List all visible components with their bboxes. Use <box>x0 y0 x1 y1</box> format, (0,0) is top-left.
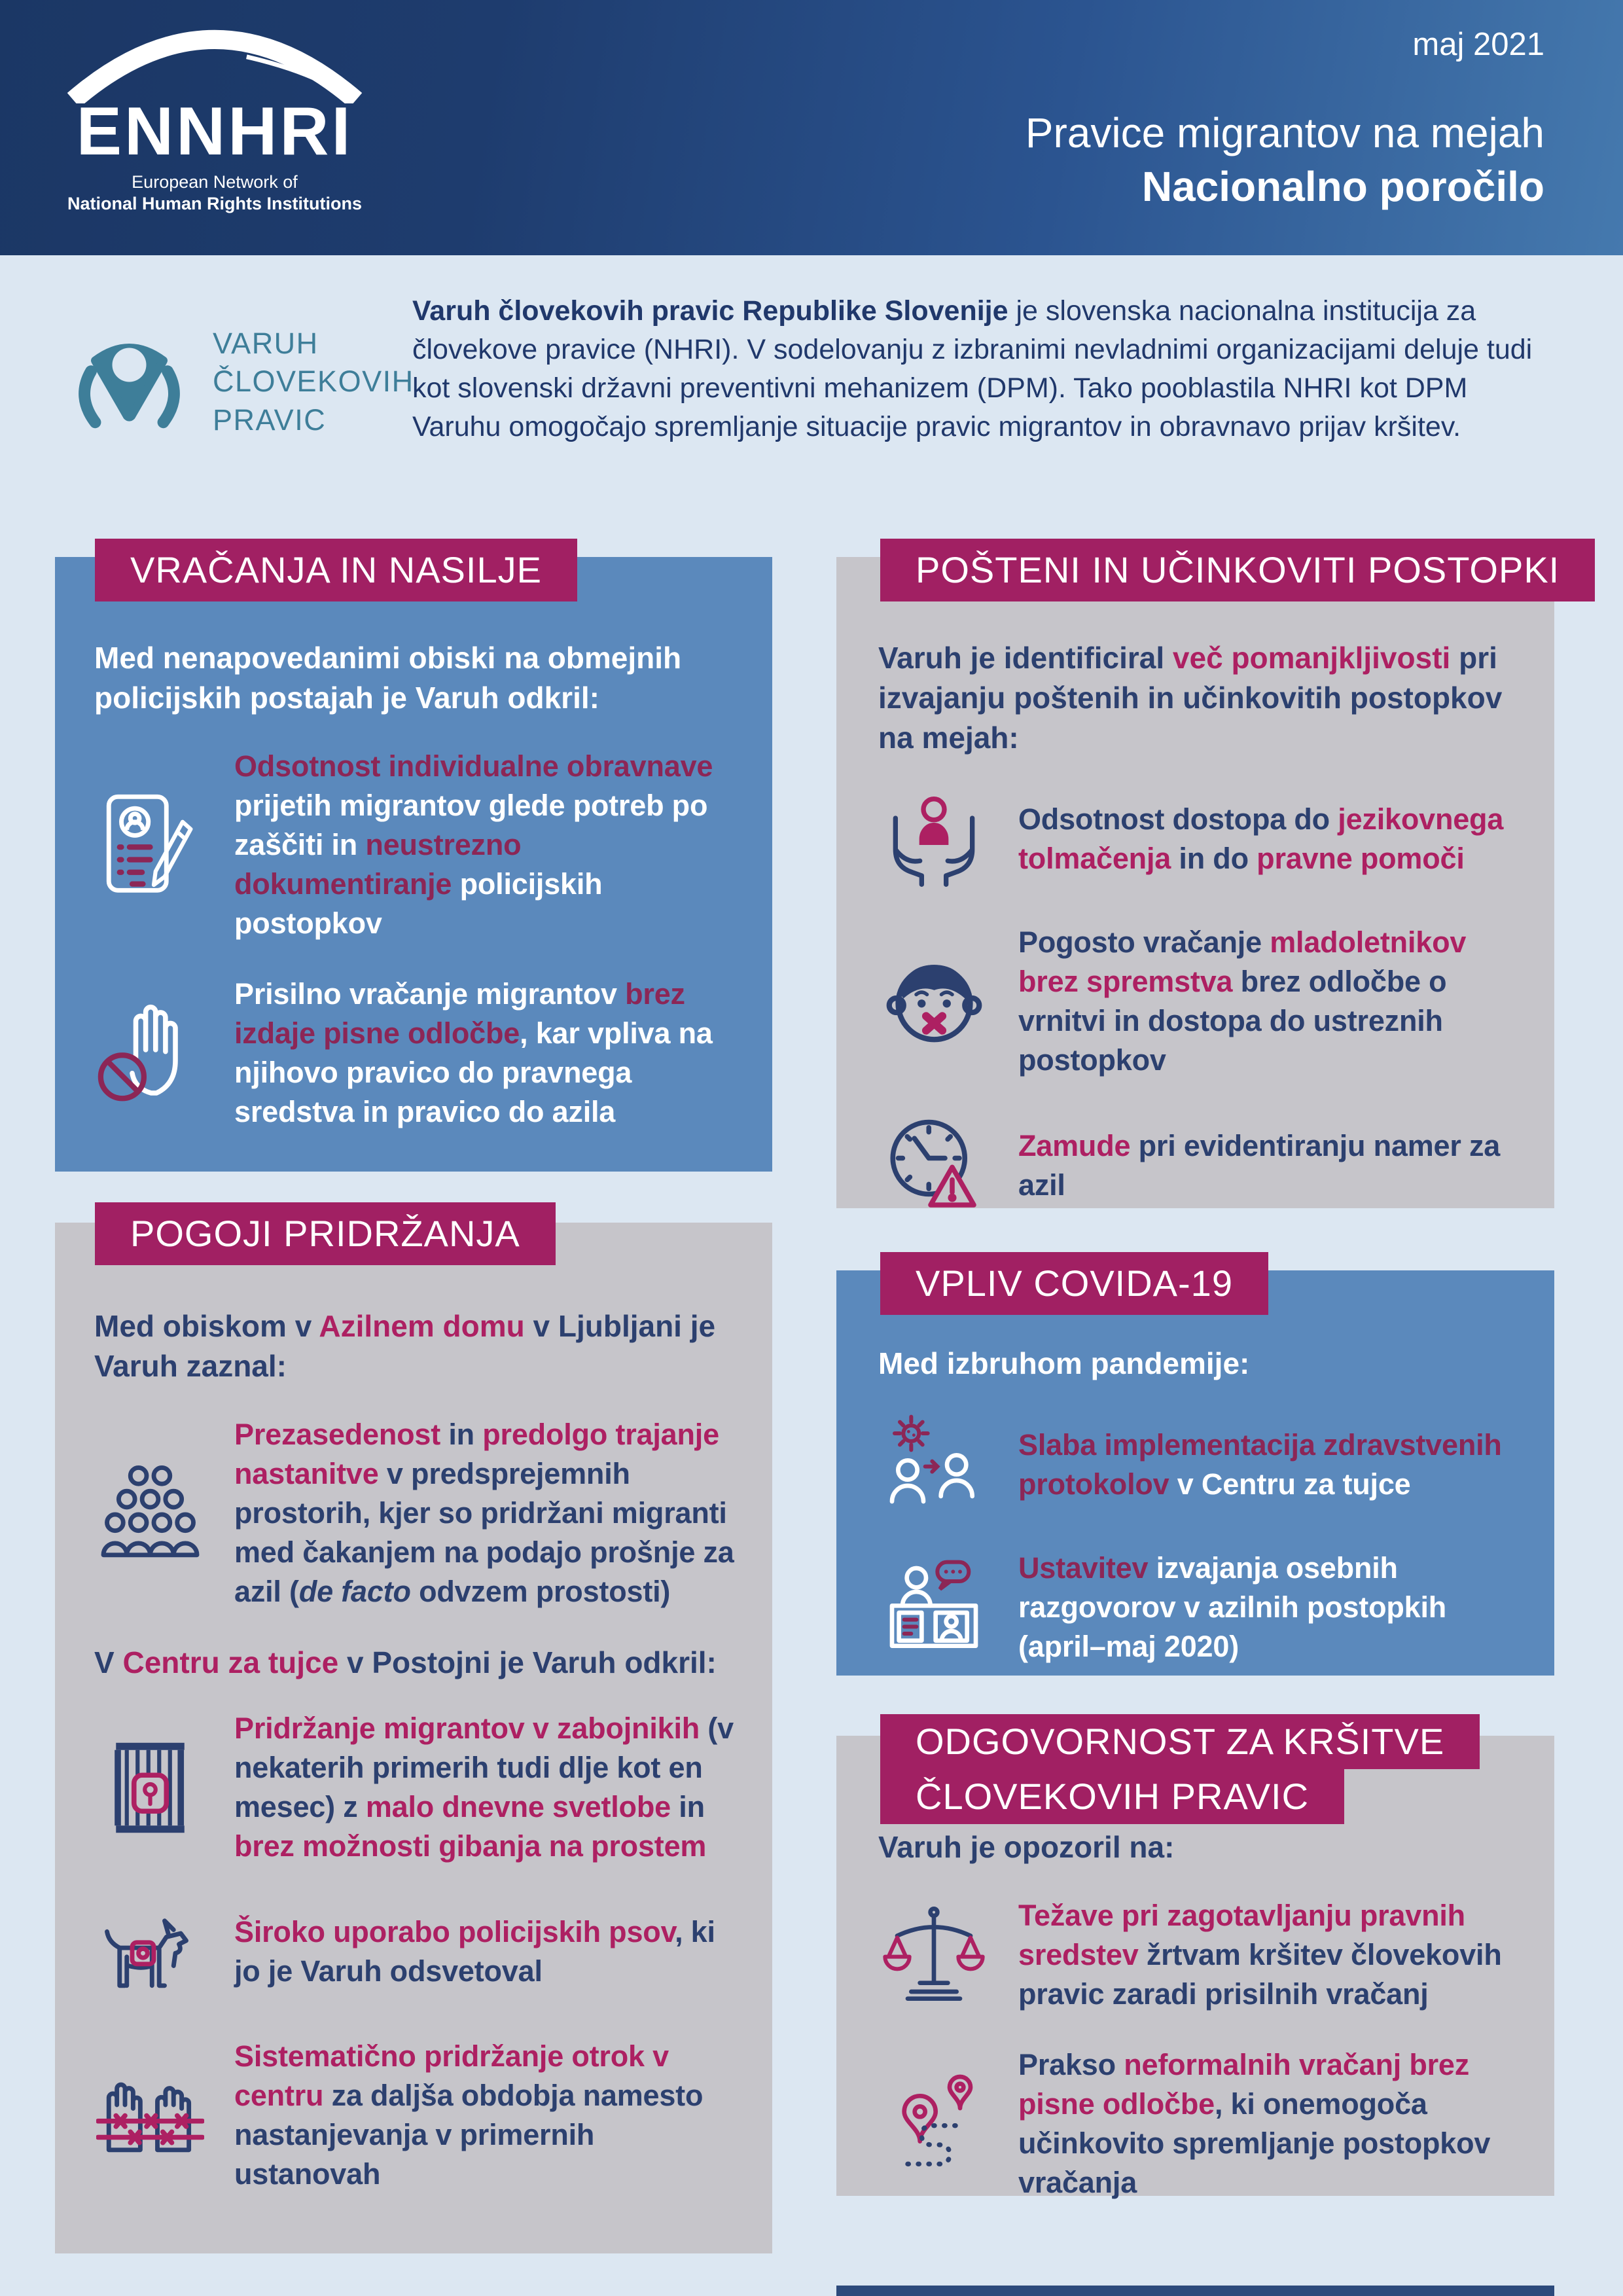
ennhri-subtitle-1: European Network of <box>132 172 298 192</box>
varuh-logo-line1: VARUH <box>213 326 319 360</box>
item-text: Odsotnost dostopa do jezikovnega tolmačenja in do pravne pomoči <box>1018 802 1504 875</box>
section-covid-box <box>836 1270 1554 1676</box>
list-item <box>94 1709 740 1866</box>
section-covid-badge: VPLIV COVIDA-19 <box>880 1252 1268 1315</box>
item-text: Široko uporabo policijskih psov, ki jo je Varuh odsvetoval <box>234 1914 715 1988</box>
item-text: Pridržanje migrantov v zabojnikih (v nekaterih primerih tudi dlje kot en mesec) z malo dnevne svetlobe in brez možnosti gibanja na prostem <box>234 1712 734 1863</box>
silenced-child-icon <box>880 948 988 1056</box>
contagion-icon <box>882 1412 986 1517</box>
section-pogoji-intro: Med obiskom v Azilnem domu v Ljubljani je Varuh zaznal: <box>94 1309 716 1383</box>
section-postopki-intro: Varuh je identificiral več pomanjkljivosti pri izvajanju poštenih in učinkovitih postopkov na mejah: <box>878 641 1503 755</box>
item-text: Prezasedenost in predolgo trajanje nastanitve v predsprejemnih prostorih, kjer so pridržani migranti med čakanjem na podajo prošnje za azil (de facto odvzem prostosti) <box>234 1418 734 1608</box>
footer-strip <box>836 2286 1554 2296</box>
varuh-logo-icon <box>65 318 193 446</box>
section-odgovornost-intro: Varuh je opozoril na: <box>878 1830 1175 1864</box>
list-item <box>94 975 740 1132</box>
item-text: Pogosto vračanje mladoletnikov brez spremstva brez odločbe o vrnitvi in dostopa do ustreznih postopkov <box>1018 925 1467 1077</box>
list-item <box>94 1897 740 2005</box>
list-item <box>878 2045 1525 2202</box>
section-vracanja-intro: Med nenapovedanimi obiski na obmejnih policijskih postajah je Varuh odkril: <box>94 641 682 715</box>
justice-scales-icon <box>882 1903 986 2007</box>
section-odgovornost-badge-line2: ČLOVEKOVIH PRAVIC <box>880 1769 1344 1824</box>
section-pogoji-mid-intro: V Centru za tujce v Postojni je Varuh odkril: <box>94 1645 717 1679</box>
report-title-line2: Nacionalno poročilo <box>1141 162 1544 210</box>
clock-warning-icon <box>880 1111 988 1219</box>
item-text: Odsotnost individualne obravnave prijetih migrantov glede potreb po zaščiti in neustrezno dokumentiranje policijskih postopkov <box>234 749 713 940</box>
report-date: maj 2021 <box>1412 27 1544 62</box>
section-odgovornost-badge <box>880 1714 1480 1824</box>
item-text: Težave pri zagotavljanju pravnih sredstev žrtvam kršitev človekovih pravic zaradi prisilnih vračanj <box>1018 1899 1502 2011</box>
report-title-line1: Pravice migrantov na mejah <box>1025 109 1544 156</box>
varuh-logo-line3: PRAVIC <box>213 403 327 437</box>
section-postopki-badge: POŠTENI IN UČINKOVITI POSTOPKI <box>880 539 1595 601</box>
hands-barbed-wire-icon <box>96 2062 204 2170</box>
header-band <box>0 0 1623 255</box>
item-text: Sistematično pridržanje otrok v centru za daljša obdobja namesto nastanjevanja v primernih ustanovah <box>234 2039 704 2191</box>
route-pins-icon <box>882 2072 986 2176</box>
stop-hand-icon <box>96 999 204 1107</box>
item-text: Slaba implementacija zdravstvenih protokolov v Centru za tujce <box>1018 1428 1502 1501</box>
section-covid-intro: Med izbruhom pandemije: <box>878 1346 1250 1380</box>
list-item <box>878 787 1525 891</box>
list-item <box>878 1549 1525 1666</box>
intro-paragraph: Varuh človekovih pravic Republike Slovenije je slovenska nacionalna institucija za človekove pravice (NHRI). V sodelovanju z izbranimi nevladnimi organizacijami deluje tudi kot slovenski državni preventivni mehanizem (DPM). Tako pooblastila NHRI kot DPM Varuhu omogočajo spremljanje situacije pravic migrantov in obravnavo prijav kršitev. <box>412 295 1533 442</box>
list-item <box>878 1111 1525 1219</box>
item-text: Prakso neformalnih vračanj brez pisne odločbe, ki onemogoča učinkovito spremljanje postopkov vračanja <box>1018 2048 1491 2199</box>
varuh-logo-text <box>213 325 414 440</box>
interview-icon <box>882 1555 986 1660</box>
item-text: Ustavitev izvajanja osebnih razgovorov v azilnih postopkih (april–maj 2020) <box>1018 1551 1447 1663</box>
varuh-logo-line2: ČLOVEKOVIH <box>213 365 414 399</box>
item-text: Prisilno vračanje migrantov brez izdaje pisne odločbe, kar vpliva na njihovo pravico do pravnega sredstva in pravico do azila <box>234 977 713 1128</box>
report-title <box>1026 107 1544 214</box>
section-pogoji-box <box>55 1223 772 2253</box>
list-item <box>878 1412 1525 1517</box>
list-item <box>94 2037 740 2194</box>
list-item <box>94 1415 740 1611</box>
crowd-icon <box>96 1460 204 1568</box>
item-text: Zamude pri evidentiranju namer za azil <box>1018 1128 1501 1202</box>
ennhri-logo <box>58 24 372 214</box>
care-hands-icon <box>882 787 986 891</box>
detention-cage-icon <box>96 1734 204 1842</box>
varuh-logo <box>65 318 414 446</box>
section-odgovornost-badge-line1: ODGOVORNOST ZA KRŠITVE <box>880 1714 1480 1769</box>
section-vracanja-box <box>55 557 772 1172</box>
ennhri-acronym: ENNHRI <box>76 94 353 170</box>
section-postopki-box <box>836 557 1554 1208</box>
ennhri-arc-icon <box>61 24 368 103</box>
section-pogoji-badge: POGOJI PRIDRŽANJA <box>95 1202 556 1265</box>
list-item <box>878 923 1525 1080</box>
list-item <box>878 1896 1525 2014</box>
ennhri-subtitle-2: National Human Rights Institutions <box>67 194 362 213</box>
section-vracanja-badge: VRAČANJA IN NASILJE <box>95 539 577 601</box>
id-document-pencil-icon <box>96 791 204 899</box>
police-dog-icon <box>96 1897 204 2005</box>
list-item <box>94 747 740 943</box>
